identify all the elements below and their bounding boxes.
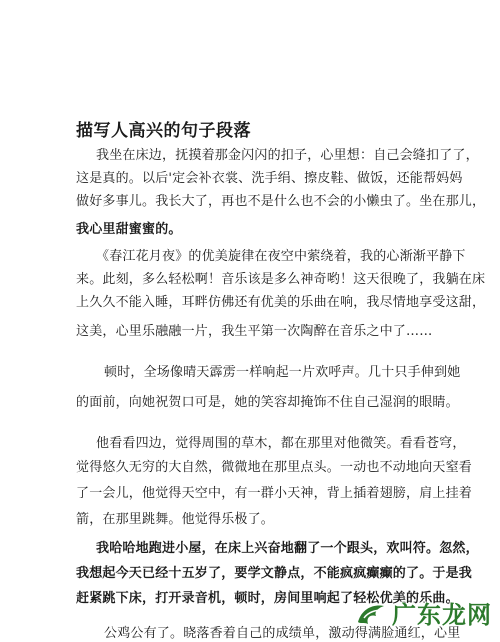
paragraph-line: 了一会儿，他觉得天空中，有一群小天神，背上插着翅膀，肩上挂着 — [76, 486, 473, 501]
paragraph-line: 公鸡公有了。晓落香着自己的成绩单，激动得满脸通红，心里 — [104, 626, 461, 641]
paragraph-line: 我想起今天已经十五岁了，要学文静点，不能疯疯癫癫的了。于是我 — [76, 566, 473, 581]
paragraph-line: 来。此刻，多么轻松啊！音乐该是多么神奇哟！这天很晚了，我躺在床 — [76, 272, 486, 287]
paragraph-line: 上久久不能入睡，耳畔仿佛还有优美的乐曲在响，我尽情地享受这甜， — [76, 295, 486, 310]
paragraph-line: 《春江花月夜》的优美旋律在夜空中萦绕着，我的心渐渐平静下 — [96, 249, 466, 264]
paragraph-line: 赶紧跳下床，打开录音机，顿时，房间里响起了轻松优美的乐曲。 — [76, 591, 459, 606]
dragon-logo-icon — [354, 598, 388, 628]
paragraph-line: 我心里甜蜜蜜的。 — [76, 222, 182, 237]
watermark-text: 广东龙网 — [392, 601, 492, 629]
paragraph-line: 顿时，全场像晴天霹雳一样响起一片欢呼声。几十只手伸到她 — [104, 365, 461, 380]
paragraph-line: 觉得悠久无穷的大自然，微微地在那里点头。一动也不动地向天窒看 — [76, 460, 473, 475]
paragraph-line: 这是真的。以后'定会补衣裳、洗手绢、擦皮鞋、做饭，还能帮妈妈 — [76, 171, 463, 186]
paragraph-line: 做好多事儿。我长大了，再也不是什么也不会的小懒虫了。坐在那儿， — [76, 194, 486, 209]
paragraph-line: 他看看四边，觉得周围的草木，都在那里对他微笑。看看苍穹， — [96, 436, 466, 451]
paragraph-line: 箭，在那里跳舞。他觉得乐极了。 — [76, 512, 275, 527]
watermark — [354, 595, 492, 630]
paragraph-line: 的面前，向她祝贺口可是，她的笑容却掩饰不住自己湿润的眼睛。 — [76, 395, 459, 410]
paragraph-line: 我哈哈地跑进小屋，在床上兴奋地翻了一个跟头，欢叫符。忽然， — [96, 541, 479, 556]
paragraph-line: 我坐在床边，抚摸着那金闪闪的扣子，心里想：自己会缝扣了了， — [96, 148, 479, 163]
paragraph-line: 这美，心里乐融融一片，我生平第一次陶醉在音乐之中了…… — [76, 324, 433, 339]
page-title: 描写人高兴的句子段落 — [76, 121, 251, 141]
